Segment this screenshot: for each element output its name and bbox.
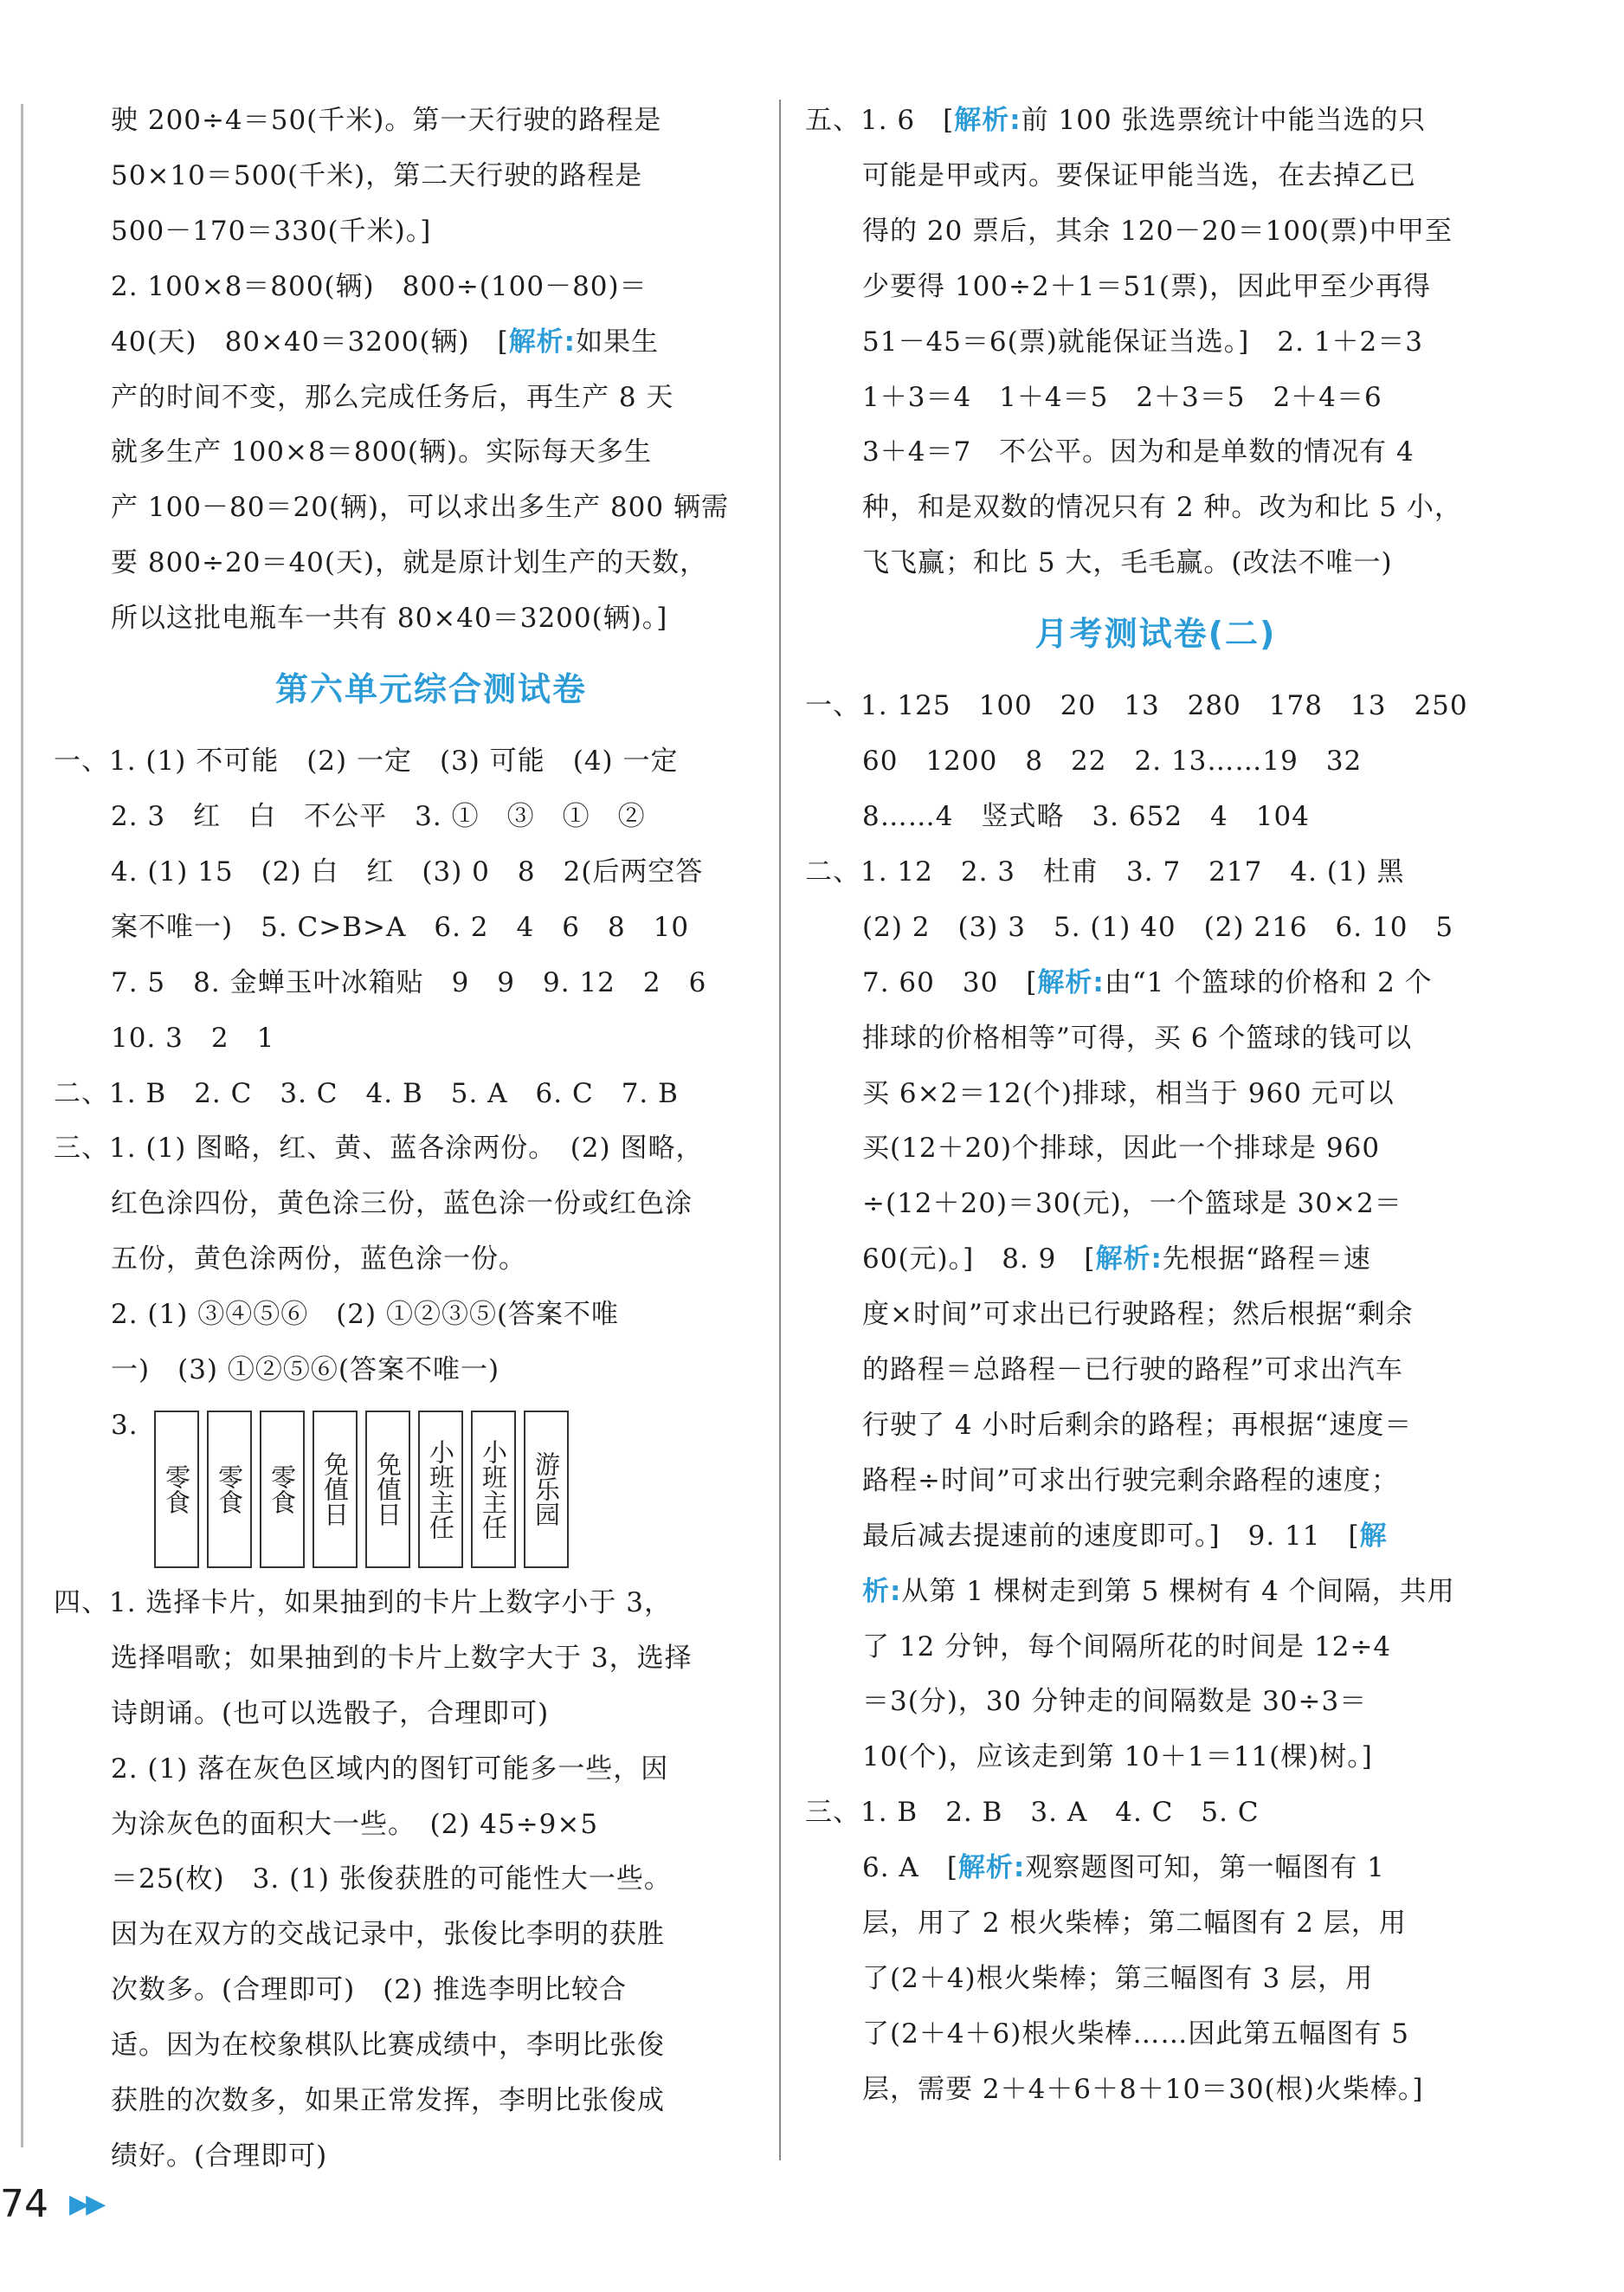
section-heading: 月考测试卷(二) <box>1034 615 1277 654</box>
text-line: 买 6×2＝12(个)排球，相当于 960 元可以 <box>862 1077 1395 1109</box>
text-span: 7. 60 30 [ <box>862 966 1038 998</box>
text-line: 诗朗诵。(也可以选骰子，合理即可) <box>111 1697 550 1729</box>
text-line: 三、1. B 2. B 3. A 4. C 5. C <box>805 1797 1260 1829</box>
jiexi-label: 析: <box>862 1575 902 1607</box>
text-line: 所以这批电瓶车一共有 80×40＝3200(辆)。] <box>111 603 668 635</box>
text-line: 行驶了 4 小时后剩余的路程；再根据“速度＝ <box>862 1409 1413 1441</box>
text-line: 产 100－80＝20(辆)，可以求出多生产 800 辆需 <box>111 492 729 524</box>
text-line: 层，用了 2 根火柴棒；第二幅图有 2 层，用 <box>862 1908 1407 1940</box>
text-line: 就多生产 100×8＝800(辆)。实际每天多生 <box>111 436 653 468</box>
text-line <box>805 1232 1506 1288</box>
card-question-label: 3. <box>111 1409 139 1441</box>
card <box>418 1411 463 1568</box>
column-divider <box>779 100 781 2160</box>
jiexi-label: 解析: <box>954 105 1021 136</box>
card-text: 小班主任 <box>426 1438 455 1540</box>
jiexi-label: 解析: <box>1095 1243 1163 1275</box>
text-line: 五份，黄色涂两份，蓝色涂一份。 <box>111 1243 526 1275</box>
card <box>260 1411 305 1568</box>
text-line: 2. 100×8＝800(辆) 800÷(100－80)＝ <box>111 270 648 302</box>
text-line <box>805 1509 1506 1565</box>
text-line: 为涂灰色的面积大一些。 (2) 45÷9×5 <box>111 1808 599 1840</box>
text-line: 51－45＝6(票)就能保证当选。] 2. 1＋2＝3 <box>862 326 1423 358</box>
text-line: 一、1. (1) 不可能 (2) 一定 (3) 可能 (4) 一定 <box>54 746 679 778</box>
text-line: 路程÷时间”可求出行驶完剩余路程的速度； <box>862 1464 1399 1496</box>
text-line: ÷(12＋20)＝30(元)，一个篮球是 30×2＝ <box>862 1188 1402 1220</box>
card-text: 零食 <box>267 1463 297 1514</box>
text-line: 60 1200 8 22 2. 13……19 32 <box>862 746 1363 778</box>
text-line: 适。因为在校象棋队比赛成绩中，李明比张俊 <box>111 2030 665 2062</box>
right-column <box>805 94 1506 2118</box>
text-line <box>805 1841 1506 1896</box>
text-line: 度×时间”可求出已行驶路程；然后根据“剩余 <box>862 1299 1414 1331</box>
text-line: 买(12＋20)个排球，因此一个排球是 960 <box>862 1133 1381 1165</box>
text-line: 1＋3＝4 1＋4＝5 2＋3＝5 2＋4＝6 <box>862 381 1382 413</box>
text-span: 最后减去提速前的速度即可。] 9. 11 [ <box>862 1520 1360 1552</box>
text-line: 红色涂四份，黄色涂三份，蓝色涂一份或红色涂 <box>111 1188 693 1220</box>
card-text: 游乐园 <box>532 1451 561 1527</box>
text-line: (2) 2 (3) 3 5. (1) 40 (2) 216 6. 10 5 <box>862 911 1454 943</box>
text-line: 层，需要 2＋4＋6＋8＋10＝30(根)火柴棒。] <box>862 2073 1424 2105</box>
text-line: 50×10＝500(千米)，第二天行驶的路程是 <box>111 159 643 191</box>
text-span: 观察题图可知，第一幅图有 1 <box>1025 1852 1385 1884</box>
text-line: 要 800÷20＝40(天)，就是原计划生产的天数， <box>111 547 708 579</box>
jiexi-label: 解析: <box>1037 966 1105 998</box>
text-span: 前 100 张选票统计中能当选的只 <box>1021 105 1427 136</box>
text-line: 飞飞赢；和比 5 大，毛毛赢。(改法不唯一) <box>862 547 1393 579</box>
text-line: 选择唱歌；如果抽到的卡片上数字大于 3，选择 <box>111 1642 693 1674</box>
text-line: 7. 5 8. 金蝉玉叶冰箱贴 9 9 9. 12 2 6 <box>111 966 707 998</box>
text-line: 案不唯一) 5. C>B>A 6. 2 4 6 8 10 <box>111 911 690 943</box>
text-line: 少要得 100÷2＋1＝51(票)，因此甲至少再得 <box>862 270 1432 302</box>
text-line: 一、1. 125 100 20 13 280 178 13 250 <box>805 690 1468 722</box>
text-line: 二、1. 12 2. 3 杜甫 3. 7 217 4. (1) 黑 <box>805 855 1405 888</box>
text-span: 40(天) 80×40＝3200(辆) [ <box>111 326 509 358</box>
card-figure <box>111 1398 751 1576</box>
text-line: 的路程＝总路程－已行驶的路程”可求出汽车 <box>862 1354 1403 1386</box>
text-line: 四、1. 选择卡片，如果抽到的卡片上数字小于 3， <box>54 1586 673 1618</box>
card-text: 零食 <box>215 1463 244 1514</box>
card <box>524 1411 569 1568</box>
text-line: 一) (3) ①②⑤⑥(答案不唯一) <box>111 1354 500 1386</box>
page-number: 74 <box>0 2182 48 2226</box>
left-column <box>54 94 751 2185</box>
jiexi-label: 解 <box>1359 1520 1388 1552</box>
text-line: 种，和是双数的情况只有 2 种。改为和比 5 小， <box>862 492 1462 524</box>
text-line <box>805 94 1506 149</box>
card <box>313 1411 358 1568</box>
card <box>471 1411 516 1568</box>
text-line: ＝25(枚) 3. (1) 张俊获胜的可能性大一些。 <box>111 1863 672 1895</box>
text-line: 获胜的次数多，如果正常发挥，李明比张俊成 <box>111 2085 665 2117</box>
card <box>207 1411 252 1568</box>
jiexi-label: 解析: <box>957 1852 1026 1884</box>
text-span: 五、1. 6 [ <box>805 105 955 136</box>
text-line: 2. (1) ③④⑤⑥ (2) ①②③⑤(答案不唯 <box>111 1299 620 1331</box>
card-row <box>154 1398 751 1575</box>
text-span: 由“1 个篮球的价格和 2 个 <box>1104 966 1433 998</box>
text-span: 6. A [ <box>862 1852 958 1884</box>
card <box>154 1411 199 1568</box>
text-line: 4. (1) 15 (2) 白 红 (3) 0 8 2(后两空答 <box>111 855 704 888</box>
text-line: 产的时间不变，那么完成任务后，再生产 8 天 <box>111 381 674 413</box>
card-text: 免值日 <box>320 1451 350 1527</box>
text-line <box>805 1565 1506 1620</box>
text-line: 二、1. B 2. C 3. C 4. B 5. A 6. C 7. B <box>54 1077 679 1109</box>
double-arrow-icon: ▶▶ <box>69 2189 103 2219</box>
text-line: 得的 20 票后，其余 120－20＝100(票)中甲至 <box>862 215 1453 247</box>
text-line: 3＋4＝7 不公平。因为和是单数的情况有 4 <box>862 436 1415 468</box>
text-line: 因为在双方的交战记录中，张俊比李明的获胜 <box>111 1919 665 1951</box>
text-line: 三、1. (1) 图略，红、黄、蓝各涂两份。 (2) 图略， <box>54 1133 704 1165</box>
text-line: 了(2＋4)根火柴棒；第三幅图有 3 层，用 <box>862 1963 1374 1994</box>
text-line: 次数多。(合理即可) (2) 推选李明比较合 <box>111 1974 627 2006</box>
text-line: 2. (1) 落在灰色区域内的图钉可能多一些，因 <box>111 1753 669 1785</box>
text-line <box>111 315 751 371</box>
text-span: 先根据“路程＝速 <box>1162 1243 1371 1275</box>
text-span: 60(元)。] 8. 9 [ <box>862 1243 1096 1275</box>
card-text: 零食 <box>162 1463 191 1514</box>
text-line <box>805 956 1506 1011</box>
text-line: 了(2＋4＋6)根火柴棒……因此第五幅图有 5 <box>862 2018 1409 2050</box>
text-line: 10(个)，应该走到第 10＋1＝11(棵)树。] <box>862 1741 1373 1773</box>
text-line: 可能是甲或丙。要保证甲能当选，在去掉乙已 <box>862 159 1416 191</box>
text-line: 绩好。(合理即可) <box>111 2140 328 2172</box>
jiexi-label: 解析: <box>508 326 577 358</box>
text-line: 10. 3 2 1 <box>111 1022 275 1054</box>
card-text: 小班主任 <box>479 1438 508 1540</box>
text-line: 2. 3 红 白 不公平 3. ① ③ ① ② <box>111 800 646 832</box>
text-line: 500－170＝330(千米)。] <box>111 215 432 247</box>
text-line: ＝3(分)，30 分钟走的间隔数是 30÷3＝ <box>862 1686 1368 1718</box>
card-text: 免值日 <box>373 1451 403 1527</box>
section-heading: 第六单元综合测试卷 <box>274 670 587 709</box>
text-line: 排球的价格相等”可得，买 6 个篮球的钱可以 <box>862 1022 1413 1054</box>
left-edge-bar <box>21 104 23 2147</box>
text-span: 如果生 <box>576 326 660 358</box>
text-span: 从第 1 棵树走到第 5 棵树有 4 个间隔，共用 <box>901 1575 1455 1607</box>
card <box>365 1411 410 1568</box>
text-line: 了 12 分钟，每个间隔所花的时间是 12÷4 <box>862 1630 1392 1663</box>
text-line: 8……4 竖式略 3. 652 4 104 <box>862 800 1310 832</box>
text-line: 驶 200÷4＝50(千米)。第一天行驶的路程是 <box>111 105 662 136</box>
